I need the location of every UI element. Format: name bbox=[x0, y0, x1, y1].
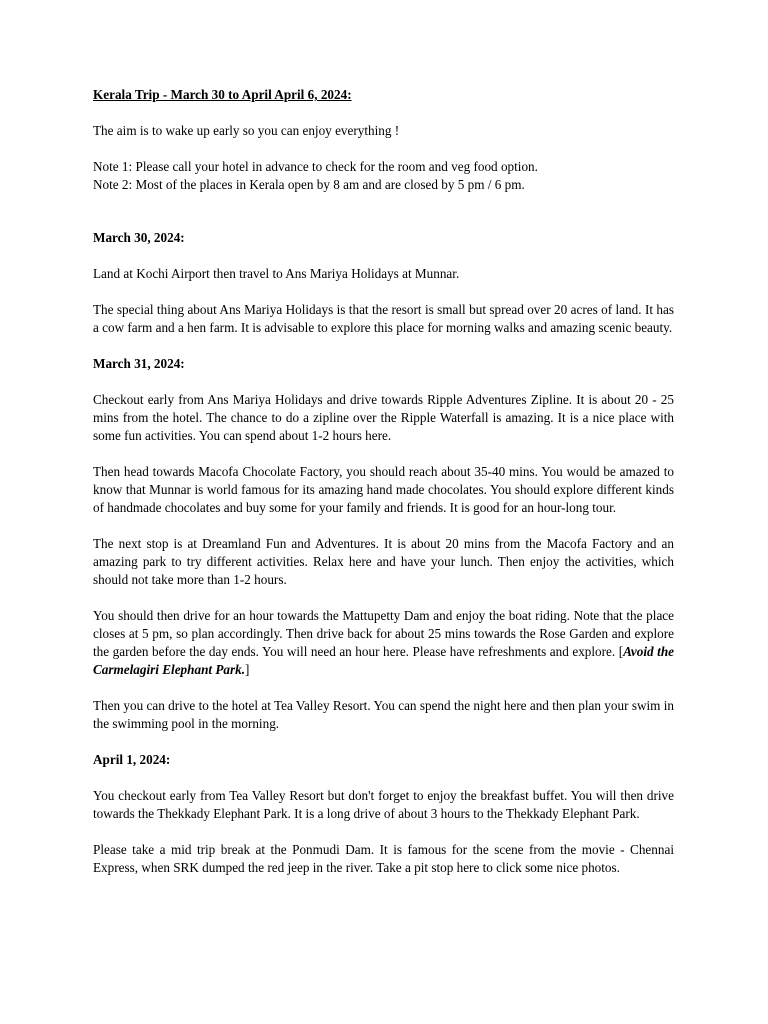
day3-paragraph-1: You checkout early from Tea Valley Resort but don't forget to enjoy the breakfast buffet. You will then drive towards the Thekkady Elephant Park. It is a long drive of about 3 hours to the Thekkady Elephant Park. bbox=[93, 788, 674, 821]
day2-heading: March 31, 2024: bbox=[93, 356, 185, 371]
day2-paragraph-4-end: ] bbox=[245, 662, 250, 677]
day1-paragraph-1: Land at Kochi Airport then travel to Ans Mariya Holidays at Munnar. bbox=[93, 266, 460, 281]
note-2: Note 2: Most of the places in Kerala open by 8 am and are closed by 5 pm / 6 pm. bbox=[93, 177, 525, 192]
document-page bbox=[93, 86, 674, 877]
day3-paragraph-2: Please take a mid trip break at the Ponmudi Dam. It is famous for the scene from the movie - Chennai Express, when SRK dumped the red jeep in the river. Take a pit stop here to click some nice photos. bbox=[93, 842, 674, 875]
day2-paragraph-4 bbox=[93, 607, 674, 679]
day3-heading: April 1, 2024: bbox=[93, 752, 171, 767]
note-1: Note 1: Please call your hotel in advance to check for the room and veg food option. bbox=[93, 159, 538, 174]
day2-paragraph-1: Checkout early from Ans Mariya Holidays and drive towards Ripple Adventures Zipline. It is about 20 - 25 mins from the hotel. The chance to do a zipline over the Ripple Waterfall is amazing. It is a nice place with some fun activities. You can spend about 1-2 hours here. bbox=[93, 392, 674, 443]
day2-paragraph-5: Then you can drive to the hotel at Tea Valley Resort. You can spend the night here and then plan your swim in the swimming pool in the morning. bbox=[93, 698, 674, 731]
document-title: Kerala Trip - March 30 to April April 6, 2024: bbox=[93, 87, 352, 102]
day2-paragraph-4-text: You should then drive for an hour towards the Mattupetty Dam and enjoy the boat riding. Note that the place closes at 5 pm, so plan accordingly. Then drive back for about 25 mins towards the Rose Garden and explore the garden before the day ends. You will need an hour here. Please have refreshments and explore. [ bbox=[93, 608, 674, 659]
day1-paragraph-2: The special thing about Ans Mariya Holidays is that the resort is small but spread over 20 acres of land. It has a cow farm and a hen farm. It is advisable to explore this place for morning walks and amazing scenic beauty. bbox=[93, 302, 674, 335]
aim-text: The aim is to wake up early so you can enjoy everything ! bbox=[93, 123, 400, 138]
day2-paragraph-2: Then head towards Macofa Chocolate Factory, you should reach about 35-40 mins. You would be amazed to know that Munnar is world famous for its amazing hand made chocolates. You should explore different kinds of handmade chocolates and buy some for your family and friends. It is good for an hour-long tour. bbox=[93, 464, 674, 515]
day2-paragraph-3: The next stop is at Dreamland Fun and Adventures. It is about 20 mins from the Macofa Factory and an amazing park to try different activities. Relax here and have your lunch. Then enjoy the activities, which should not take more than 1-2 hours. bbox=[93, 536, 674, 587]
day1-heading: March 30, 2024: bbox=[93, 230, 185, 245]
day2-paragraph-4-emphasis: Avoid the Carmelagiri Elephant Park. bbox=[93, 644, 675, 677]
